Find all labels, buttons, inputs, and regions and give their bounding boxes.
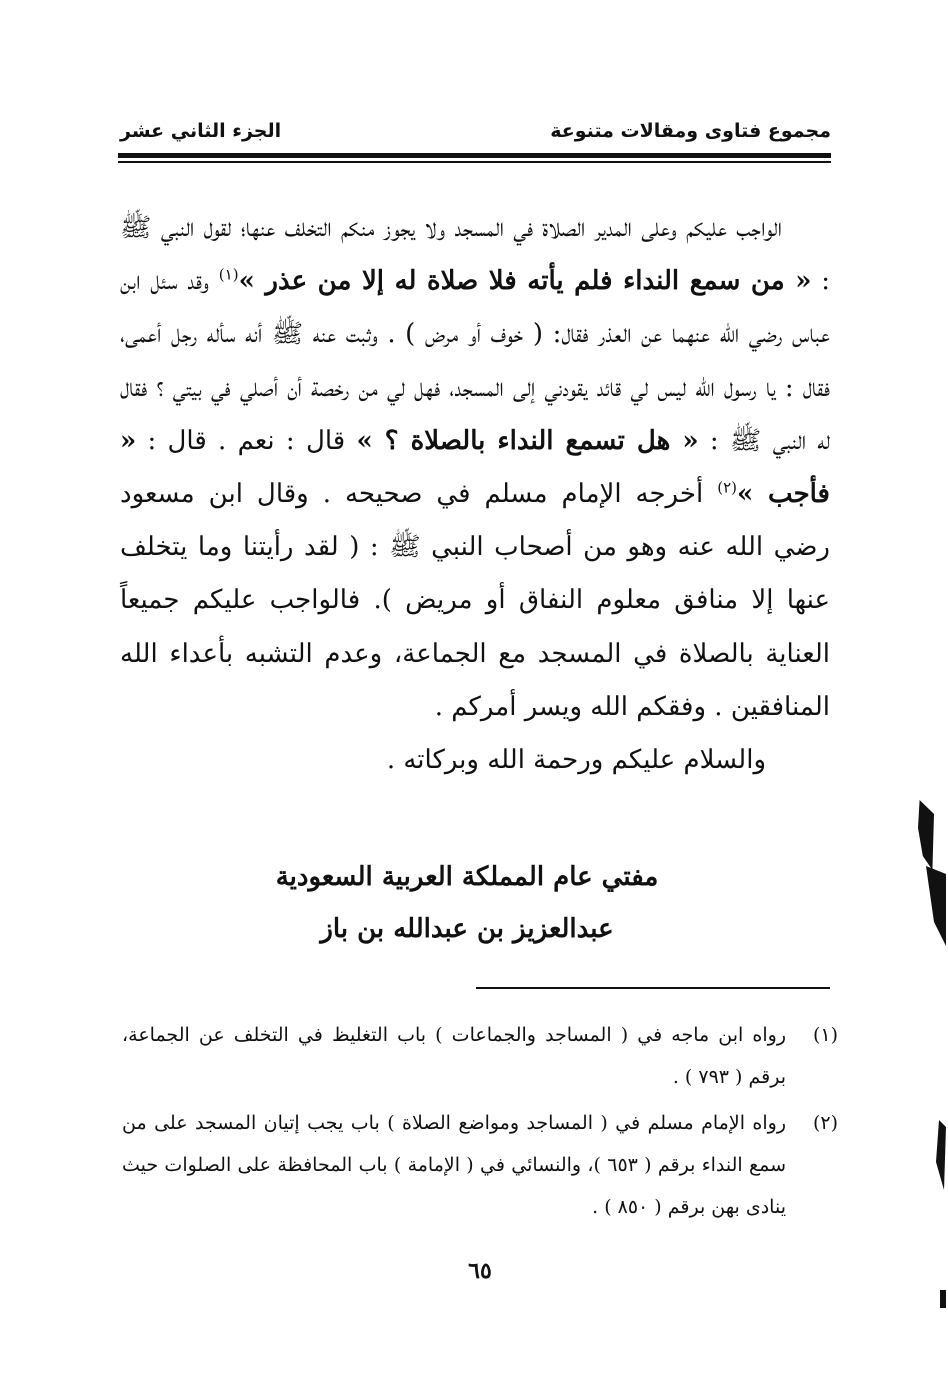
body-text-segment: وقد سئل ابن عباس رضي الله عنهما عن العذر فقال: ( خوف أو مرض ) . وثبت عنه ﷺ أنه سأله رجل أعمى، فقال : يا رسول الله ليس لي قائد يقودني إلى المسجد، فهل لي من رخصة أن أصلي في بيتي ؟ فقال له النبي ﷺ : bbox=[120, 266, 831, 456]
running-head bbox=[120, 116, 831, 152]
footnotes bbox=[122, 1014, 838, 1232]
body-paragraph bbox=[120, 202, 830, 734]
running-head-book-title: مجموع فتاوى ومقالات متنوعة bbox=[550, 120, 831, 142]
footnote-separator bbox=[476, 987, 830, 989]
scan-artifact bbox=[918, 800, 934, 870]
footnote-ref: (١) bbox=[218, 265, 239, 284]
body-text-segment: أخرجه الإمام مسلم في صحيحه . وقال ابن مسعود رضي الله عنه وهو من أصحاب النبي ﷺ : ( لقد رأيتنا وما يتخلف عنها إلا منافق معلوم النفاق أو مريض ). فالواجب عليكم جميعاً العناية بالصلاة في المسجد مع الجماعة، وعدم التشبه بأعداء الله المنافقين . وفقكم الله ويسر أمركم . bbox=[120, 479, 830, 722]
header-rule-thin bbox=[118, 161, 831, 163]
header-rule-thick bbox=[118, 153, 831, 158]
closing-salutation: والسلام عليكم ورحمة الله وبركاته . bbox=[386, 745, 766, 776]
scan-artifact bbox=[936, 1120, 946, 1190]
signature-name: عبدالعزيز بن عبدالله بن باز bbox=[320, 914, 614, 944]
hadith-quote: « من سمع النداء فلم يأته فلا صلاة له إلا من عذر » bbox=[238, 266, 812, 297]
running-head-volume: الجزء الثاني عشر bbox=[120, 120, 282, 142]
hadith-quote: « هل تسمع النداء بالصلاة ؟ » bbox=[356, 425, 699, 456]
footnote-number: (١) bbox=[812, 1024, 838, 1046]
footnote-number: (٢) bbox=[812, 1112, 838, 1134]
fatwa-body bbox=[120, 202, 830, 787]
signature-title: مفتي عام المملكة العربية السعودية bbox=[275, 862, 659, 892]
body-text-segment: قال : نعم . قال : bbox=[136, 425, 357, 456]
footnote-text: رواه الإمام مسلم في ( المساجد ومواضع الصلاة ) باب يجب إتيان المسجد على من سمع النداء برقم ( ٦٥٣ )، والنسائي في ( الإمامة ) باب المحافظة على الصلوات حيث ينادى بهن برقم ( ٨٥٠ ) . bbox=[122, 1112, 786, 1218]
footnote bbox=[122, 1102, 838, 1228]
footnote-ref: (٢) bbox=[717, 478, 737, 497]
page-number: ٦٥ bbox=[468, 1258, 492, 1284]
scan-artifact bbox=[926, 866, 946, 946]
body-text-segment: الواجب عليكم وعلى المدير الصلاة في المسجد ولا يجوز منكم التخلف عنها؛ لقول النبي ﷺ : bbox=[120, 213, 831, 297]
footnote bbox=[122, 1014, 838, 1098]
scan-artifact bbox=[940, 1290, 946, 1308]
footnote-text: رواه ابن ماجه في ( المساجد والجماعات ) باب التغليظ في التخلف عن الجماعة، برقم ( ٧٩٣ ) . bbox=[122, 1024, 786, 1088]
hadith-quote: « فأجب » bbox=[120, 425, 830, 510]
